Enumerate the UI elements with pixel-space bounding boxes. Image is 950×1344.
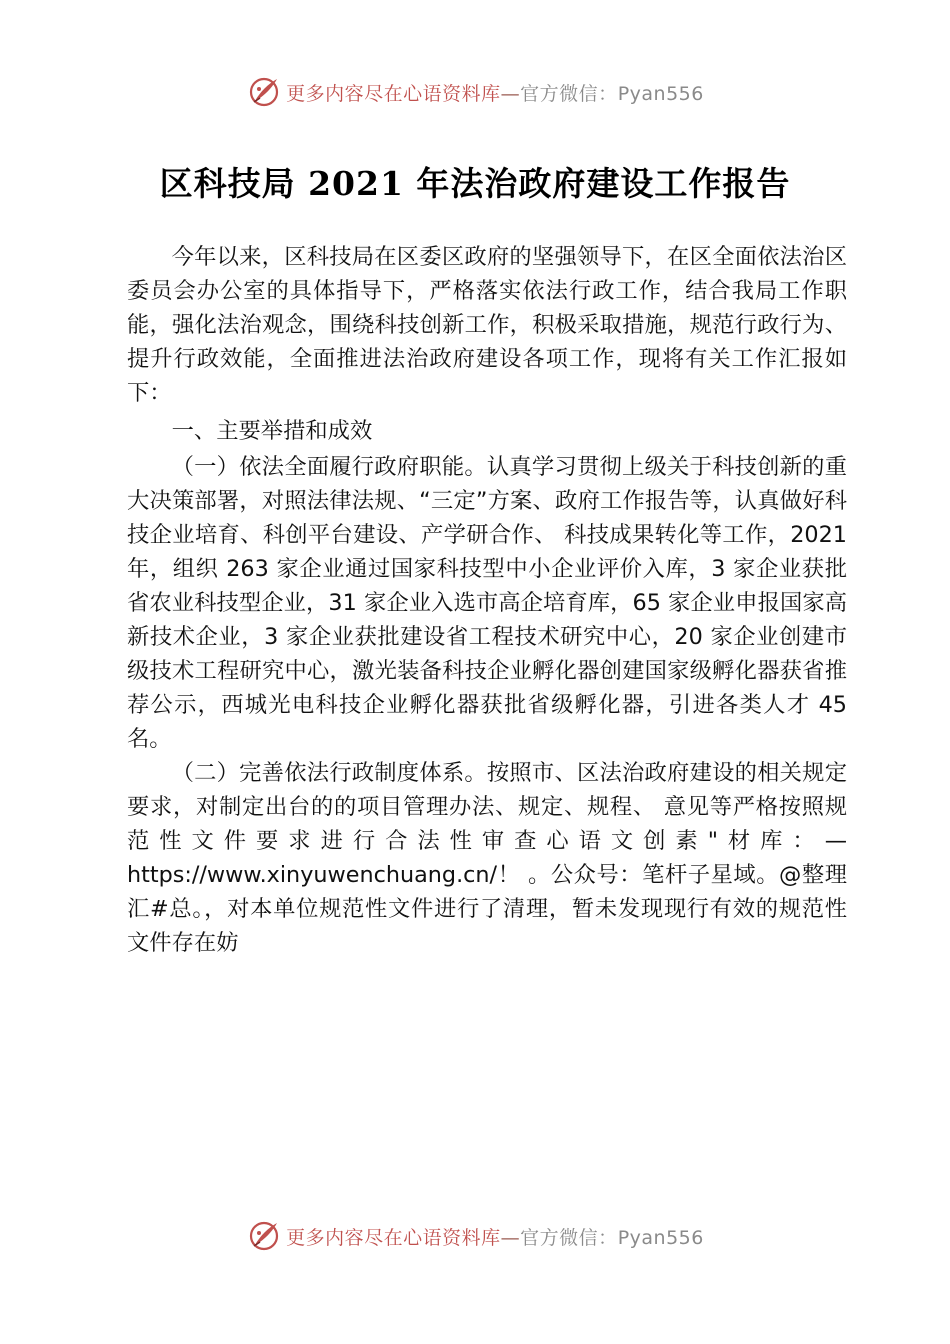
banner-separator: — <box>500 82 521 105</box>
section-heading: 一、主要举措和成效 <box>171 418 373 444</box>
banner-site-text: 更多内容尽在心语资料库 <box>286 1226 501 1249</box>
banner-wechat-label: 官方微信： <box>520 1226 618 1249</box>
banner-wechat-id: Pyan556 <box>617 82 704 105</box>
document-title: 区科技局 2021 年法治政府建设工作报告 <box>159 164 791 203</box>
quill-pen-logo-icon <box>246 74 282 110</box>
banner-text <box>286 1223 704 1250</box>
paragraph-1: （一）依法全面履行政府职能。认真学习贯彻上级关于科技创新的重大决策部署，对照法律法规、“三定”方案、政府工作报告等，认真做好科技企业培育、科创平台建设、产学研合作、 科技成果转化等工作，2021 年，组织 263 家企业通过国家科技型中小企业评价入库，3 家企业获批省农业科技型企业，31 家企业入选市高企培育库，65 家企业申报国家高新技术企业，3 家企业获批建设省工程技术研究中心，20 家企业创建市级技术工程研究中心，激光装备科技企业孵化器创建国家级孵化器获省推荐公示，西城光电科技企业孵化器获批省级孵化器，引进各类人才 45 名。 <box>127 454 847 752</box>
banner-text <box>286 79 704 106</box>
banner-wechat-label: 官方微信： <box>520 82 618 105</box>
footer-banner <box>0 1214 950 1258</box>
banner-separator: — <box>500 1226 521 1249</box>
intro-paragraph: 今年以来，区科技局在区委区政府的坚强领导下，在区全面依法治区委员会办公室的具体指导下，严格落实依法行政工作，结合我局工作职能，强化法治观念，围绕科技创新工作，积极采取措施，规范行政行为、提升行政效能，全面推进法治政府建设各项工作，现将有关工作汇报如下： <box>127 244 847 406</box>
document-body <box>127 240 847 960</box>
header-banner <box>0 70 950 114</box>
banner-site-text: 更多内容尽在心语资料库 <box>286 82 501 105</box>
quill-pen-logo-icon <box>246 1218 282 1254</box>
banner-wechat-id: Pyan556 <box>617 1226 704 1249</box>
paragraph-2: （二）完善依法行政制度体系。按照市、区法治政府建设的相关规定要求，对制定出台的的项目管理办法、规定、规程、 意见等严格按照规范性文件要求进行合法性审查心语文创素"材库：—https://www.xinyuwenchuang.cn/！ 。公众号：笔杆子星域。@整理汇#总。，对本单位规范性文件进行了清理，暂未发现现行有效的规范性文件存在妨 <box>127 760 847 956</box>
